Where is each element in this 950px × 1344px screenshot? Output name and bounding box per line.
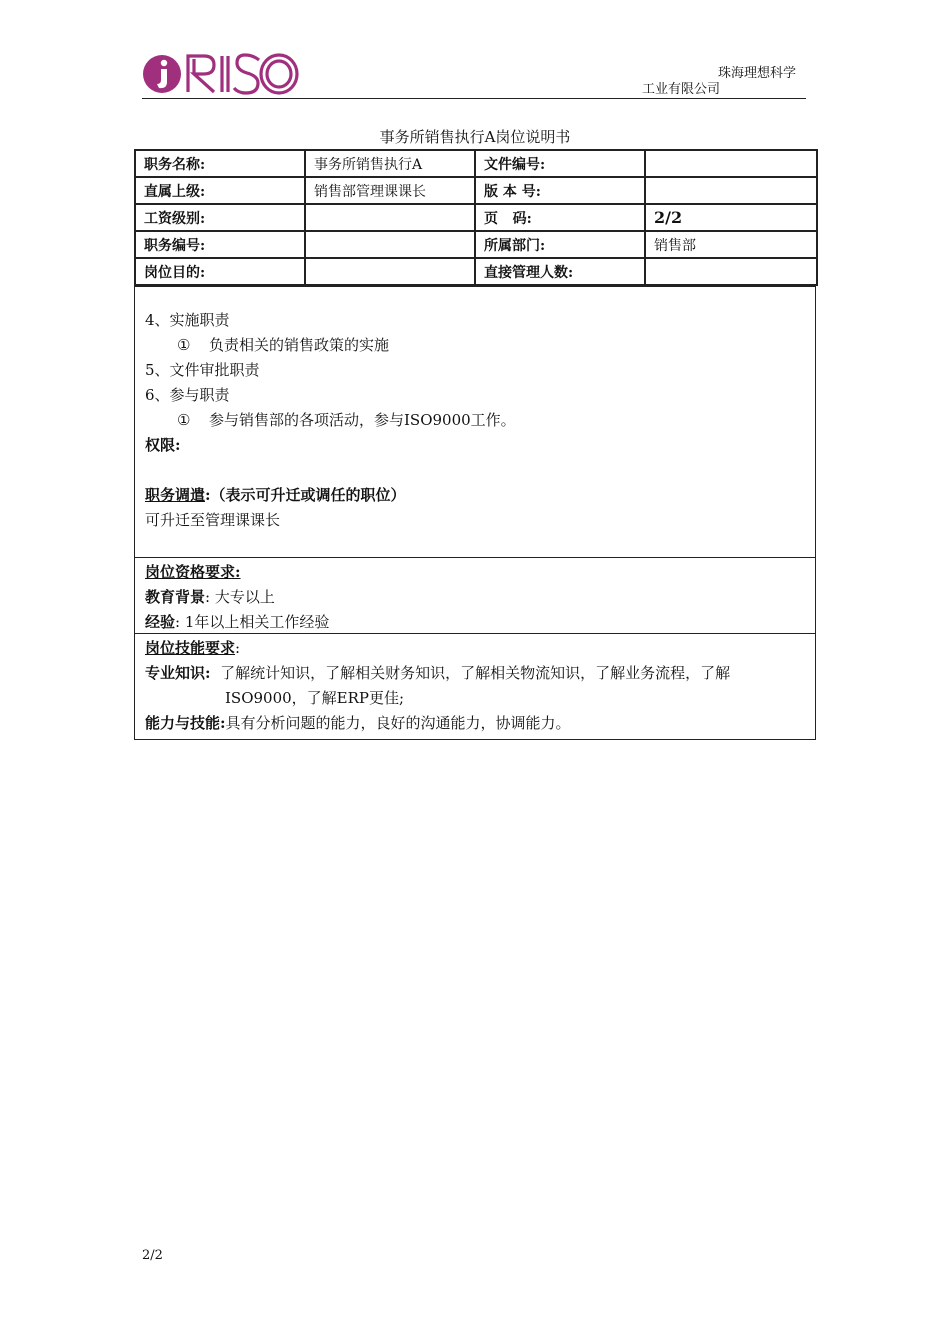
- qualifications-section: [134, 557, 816, 634]
- salary-grade-label: 工资级别:: [135, 204, 305, 231]
- transfer-value: 可升迁至管理课课长: [145, 511, 281, 529]
- experience-label: 经验: [145, 613, 176, 631]
- job-number-label: 职务编号:: [135, 231, 305, 258]
- department-label: 所属部门:: [475, 231, 645, 258]
- direct-reports-value: [645, 258, 817, 285]
- skills-heading: 岗位技能要求: [145, 639, 236, 657]
- skills-heading-row: [145, 636, 815, 661]
- duties-section: [134, 286, 816, 558]
- job-info-table: [134, 149, 818, 286]
- supervisor-value: 销售部管理课课长: [305, 177, 475, 204]
- education-value: : 大专以上: [205, 588, 275, 606]
- spacer: [145, 458, 815, 483]
- education-label: 教育背景: [145, 588, 206, 606]
- direct-reports-label: 直接管理人数:: [475, 258, 645, 285]
- page-value: 2/2: [645, 204, 817, 231]
- file-number-value: [645, 150, 817, 177]
- company-name: [600, 66, 796, 98]
- table-row: [135, 258, 817, 285]
- file-number-label: 文件编号:: [475, 150, 645, 177]
- salary-grade-value: [305, 204, 475, 231]
- qualifications-heading: 岗位资格要求:: [145, 563, 241, 581]
- riso-logo: [142, 51, 300, 97]
- document-title: 事务所销售执行A岗位说明书: [379, 128, 571, 146]
- knowledge-value-2: ISO9000，了解ERP更佳;: [225, 689, 405, 707]
- page-label: 页 码:: [475, 204, 645, 231]
- duty-item-6-sub-text: 参与销售部的各项活动，参与ISO9000工作。: [209, 411, 516, 429]
- transfer-note: :（表示可升迁或调任的职位）: [205, 486, 406, 504]
- duty-item-5: 5、文件审批职责: [145, 361, 260, 379]
- duty-item-6-sub: [145, 408, 815, 433]
- knowledge-value-1: 了解统计知识，了解相关财务知识，了解相关物流知识，了解业务流程，了解: [220, 664, 731, 682]
- list-marker: ①: [177, 411, 191, 429]
- authority-label: 权限:: [145, 436, 181, 454]
- job-purpose-label: 岗位目的:: [135, 258, 305, 285]
- job-title-label: 职务名称:: [135, 150, 305, 177]
- table-row: [135, 231, 817, 258]
- job-number-value: [305, 231, 475, 258]
- version-value: [645, 177, 817, 204]
- header-rule: [142, 98, 806, 99]
- supervisor-label: 直属上级:: [135, 177, 305, 204]
- experience-value: : 1年以上相关工作经验: [175, 613, 330, 631]
- page-footer: 2/2: [142, 1248, 163, 1263]
- company-line-2: 工业有限公司: [641, 82, 720, 97]
- ability-value: 具有分析问题的能力，良好的沟通能力，协调能力。: [225, 714, 571, 732]
- department-value: 销售部: [645, 231, 817, 258]
- ability-row: [145, 711, 815, 736]
- job-purpose-value: [305, 258, 475, 285]
- knowledge-label: 专业知识:: [145, 664, 211, 682]
- knowledge-row: [145, 661, 815, 686]
- duty-item-6: 6、参与职责: [145, 386, 230, 404]
- list-marker: ①: [177, 336, 191, 354]
- experience-row: [145, 610, 815, 635]
- job-title-value: 事务所销售执行A: [305, 150, 475, 177]
- transfer-heading: [145, 483, 815, 508]
- duty-item-4-sub-text: 负责相关的销售政策的实施: [209, 336, 390, 354]
- skills-heading-colon: :: [235, 639, 241, 657]
- duty-item-4: 4、实施职责: [145, 311, 230, 329]
- ability-label: 能力与技能:: [145, 714, 226, 732]
- duty-item-4-sub: [145, 333, 815, 358]
- version-label: 版 本 号:: [475, 177, 645, 204]
- table-row: [135, 177, 817, 204]
- skills-section: [134, 633, 816, 740]
- table-row: [135, 150, 817, 177]
- company-line-1: 珠海理想科学: [717, 66, 796, 81]
- transfer-label: 职务调遣: [145, 486, 206, 504]
- education-row: [145, 585, 815, 610]
- table-row: [135, 204, 817, 231]
